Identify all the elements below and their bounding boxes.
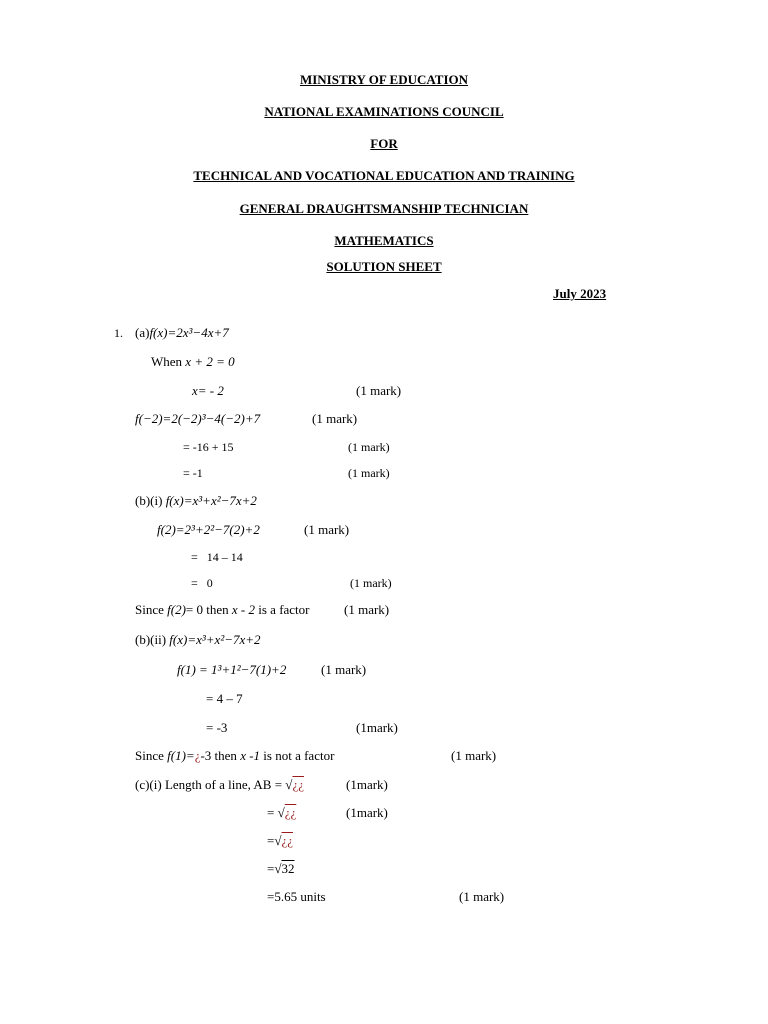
- header-subject: MATHEMATICS: [334, 233, 434, 248]
- mark-label: (1mark): [356, 720, 398, 735]
- part-a-expression: f(x)=2x³−4x+7: [149, 325, 229, 340]
- header-solution-sheet: SOLUTION SHEET: [326, 259, 442, 274]
- mark-label: (1 mark): [312, 411, 358, 426]
- substitution-expression: f(−2)=2(−2)³−4(−2)+7: [135, 411, 261, 426]
- distance-step: [267, 833, 293, 849]
- header-council: NATIONAL EXAMINATIONS COUNCIL: [264, 104, 504, 119]
- since-factor: x - 2: [231, 602, 255, 617]
- step-line: = 14 – 14: [191, 550, 243, 564]
- equals-sign: =: [267, 861, 275, 876]
- placeholder-glyph: ¿¿: [281, 833, 294, 848]
- mark-label: (1 mark): [348, 466, 390, 480]
- equals-sign: =: [267, 833, 275, 848]
- header-course: GENERAL DRAUGHTSMANSHIP TECHNICIAN: [239, 201, 529, 216]
- mark-label: (1 mark): [321, 662, 367, 677]
- distance-step: [267, 805, 296, 821]
- part-bi-expression: f(x)=x³+x²−7x+2: [165, 493, 257, 508]
- since-label: Since: [135, 748, 164, 763]
- part-ci-label: (c)(i) Length of a line, AB =: [135, 777, 283, 792]
- part-a-label: (a): [135, 325, 150, 340]
- placeholder-glyph: ¿: [194, 748, 201, 763]
- mark-label: (1mark): [346, 805, 388, 820]
- placeholder-glyph: ¿¿: [292, 777, 304, 792]
- step-line: = -16 + 15: [183, 440, 234, 454]
- since-text: = 0 then: [185, 602, 229, 617]
- mark-label: (1 mark): [451, 748, 497, 763]
- since-label: Since: [135, 602, 164, 617]
- part-bi-function: [135, 493, 257, 509]
- mark-label: (1mark): [346, 777, 388, 792]
- mark-label: (1 mark): [344, 602, 390, 617]
- radicand-value: 32: [281, 861, 295, 876]
- part-bii-expression: f(x)=x³+x²−7x+2: [169, 632, 261, 647]
- since-text: is not a factor: [263, 748, 335, 763]
- question-number: 1.: [114, 326, 123, 340]
- part-bii-function: [135, 632, 261, 648]
- sqrt-icon: √: [274, 861, 282, 876]
- part-bii-substitution: f(1) = 1³+1²−7(1)+2: [177, 662, 287, 677]
- header-tvet: TECHNICAL AND VOCATIONAL EDUCATION AND TRAINING: [193, 168, 575, 183]
- x-value: x= - 2: [192, 383, 224, 398]
- step-line: = -1: [183, 466, 203, 480]
- sqrt-icon: √: [285, 777, 293, 792]
- step-line: = 0: [191, 576, 213, 590]
- part-bi-substitution: f(2)=2³+2²−7(2)+2: [157, 522, 260, 537]
- since-function: f(2): [167, 602, 186, 617]
- mark-label: (1 mark): [459, 889, 505, 904]
- since-function: f(1)=: [167, 748, 195, 763]
- mark-label: (1 mark): [348, 440, 390, 454]
- part-bii-label: (b)(ii): [135, 632, 167, 647]
- part-bi-label: (b)(i): [135, 493, 163, 508]
- step-line: = 4 – 7: [206, 691, 243, 706]
- part-a-when: [151, 354, 235, 370]
- header-for: FOR: [370, 136, 398, 151]
- header-ministry: MINISTRY OF EDUCATION: [299, 72, 469, 87]
- since-factor: x -1: [240, 748, 261, 763]
- when-expression: x + 2 = 0: [185, 354, 235, 369]
- placeholder-glyph: ¿¿: [284, 805, 297, 820]
- not-factor-conclusion: [135, 748, 334, 764]
- sqrt-icon: √: [277, 805, 285, 820]
- part-a-function: [135, 325, 229, 341]
- mark-label: (1 mark): [356, 383, 402, 398]
- equals-sign: =: [267, 805, 275, 820]
- distance-result: =5.65 units: [267, 889, 326, 904]
- since-text: is a factor: [258, 602, 310, 617]
- when-label: When: [151, 354, 183, 369]
- part-ci-length: [135, 777, 304, 793]
- mark-label: (1 mark): [350, 576, 392, 590]
- sqrt-icon: √: [274, 833, 282, 848]
- header-date: July 2023: [553, 286, 607, 301]
- since-text: -3 then: [200, 748, 237, 763]
- step-line: = -3: [206, 720, 228, 735]
- mark-label: (1 mark): [304, 522, 350, 537]
- factor-conclusion: [135, 602, 310, 618]
- distance-step: [267, 861, 294, 877]
